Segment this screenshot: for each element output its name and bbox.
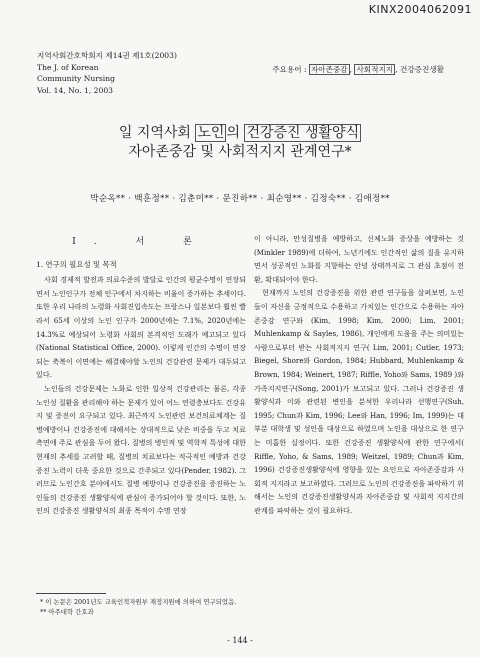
journal-english-line-2: Community Nursing	[37, 74, 115, 84]
title-part-3: 의	[226, 125, 245, 141]
paragraph: 노인들의 건강문제는 노화로 인한 일상적 건강관리는 물론, 각종 노인성 질환을 관리해야 하는 문제가 있어 어느 연령층보다도 건강유지 및 증진이 요구되고 있다. 최근까지 노인관련 보건의료체계는 질병예방이나 건강증진에 대해서는 상대적으로 낮은 비중을 두고 치료 측면에 주로 관심을 두어 왔다. 질병의 병인적 및 역학적 특성에 대한 현재의 추세를 고려할 때, 질병의 치료보다는 적극적인 예방과 건강증진 노력이 더욱 중요한 것으로 간주되고 있다(Pender, 1982). 그러므로 노인간호 분야에서도 질병 예방이나 건강증진을 증진하는 노인들의 건강증진 생활양식에 관심이 증가되어야 할 것이다. 또한, 노인의 건강증진 생활양식의 최종 목적이 수명 연장	[36, 383, 246, 516]
author-list: 박순옥** · 백훈정** · 김춘미** · 문진하** · 최순영** · 김정숙** · 김애정**	[90, 194, 390, 204]
left-column	[36, 232, 246, 518]
title-highlight-lifestyle: 건강증진 생활양식	[246, 125, 360, 141]
paper-title	[0, 124, 480, 162]
journal-korean-title: 지역사회간호학회지 제14권 제1호(2003)	[37, 51, 177, 60]
keywords-label: 주요용어 :	[272, 65, 307, 74]
right-column	[254, 232, 464, 517]
footnotes	[40, 597, 236, 617]
keywords: 주요용어 : 자아존중감 , 사회적지지 , 건강증진생활	[272, 65, 444, 74]
keyword-health-promotion: 건강증진생활	[399, 65, 444, 74]
footnote-funding: * 이 논문은 2001년도 교육인적자원부 재정지원에 의하여 연구되었음.	[40, 598, 237, 606]
title-line-1	[0, 124, 480, 143]
document-id: KINX2004062091	[368, 3, 472, 16]
title-part-1: 일 지역사회	[118, 125, 196, 141]
section-heading-introduction: I. 서 론	[72, 237, 210, 247]
paragraph: 이 아니라, 만성질병을 예방하고, 신체노화 증상을 예방하는 것(Minkler 1989)에 더하여, 노년기에도 인간적인 삶의 질을 유지하면서 성공적인 노화를 지향하는 안녕 상태까지로 그 관심 초점이 전환, 확대되어야 한다.	[254, 234, 464, 284]
page-number: - 144 -	[227, 636, 253, 645]
keyword-self-esteem: 자아존중감	[310, 65, 348, 74]
journal-english-line-1: The J. of Korean	[37, 63, 99, 73]
footnote-affiliation: ** 아주대학 간호과	[40, 608, 94, 616]
footnote-divider	[36, 593, 106, 594]
paragraph: 현재까지 노인의 건강증진을 위한 관련 연구들을 살펴보면, 노인들이 자신을 긍정적으로 수용하고 가치있는 인간으로 수용하는 자아존중감 연구와 (Kim, 1998; Kim, 2000; Lim, 2001; Muhlenkamp & Sayles, 1986), 개인에게 도움을 주는 의미있는 사람으로부터 받는 사회적지지 연구( Lim, 2001; Cutler, 1973; Biegel, Shore와 Gordon, 1984; Hubbard, Muhlenkamp & Brown, 1984; Weinert, 1987; Riffle, Yoho와 Sams, 1989 )와 가족지지연구(Song, 2001)가 보고되고 있다. 그러나 건강증진 생활양식과 이와 관련된 변인을 분석한 우리나라 선행연구(Suh, 1995; Chun과 Kim, 1996; Lee와 Han, 1996; Im, 1999)는 대부분 대학생 및 성인을 대상으로 하였으며 노인을 대상으로 한 연구는 미흡한 실정이다. 또한 건강증진 생활양식에 관한 연구에서( Riffle, Yoho, & Sams, 1989; Weitzel, 1989; Chun과 Kim, 1996) 건강증진생활양식에 영향을 있는 요인으로 자아존중감과 사회적 지지라고 보고하였다. 그러므로 노인의 건강증진을 파악하기 위해서는 노인의 건강증진생활양식과 자아존중감 및 사회적 지지간의 관계를 파악하는 것이 필요하다.	[254, 288, 464, 515]
title-highlight-elderly: 노인	[197, 125, 225, 141]
journal-volume: Vol. 14, No. 1, 2003	[37, 85, 113, 95]
journal-info	[37, 50, 177, 96]
subsection-heading: 1. 연구의 필요성 및 목적	[36, 259, 117, 269]
paragraph: 사회 경제적 발전과 의료수준의 발달로 인간의 평균수명이 연장되면서 노인인구가 전체 인구에서 차지하는 비율이 증가하는 추세이다. 또한 우리 나라의 노령화 사회진입속도는 프랑스나 일본보다 훨씬 빨라서 65세 이상의 노인 인구가 2000년에는 7.1%, 2020년에는 14.3%로 예상되어 노령화 사회의 본격적인 도래가 예고되고 있다(National Statistical Office, 2000). 이렇게 인간의 수명이 연장되는 축복이 이면에는 해결해야할 노인의 건강관련 문제가 대두되고 있다.	[36, 275, 246, 380]
keyword-social-support: 사회적지지	[356, 65, 394, 74]
title-line-2: 자아존중감 및 사회적지지 관계연구*	[128, 144, 352, 160]
